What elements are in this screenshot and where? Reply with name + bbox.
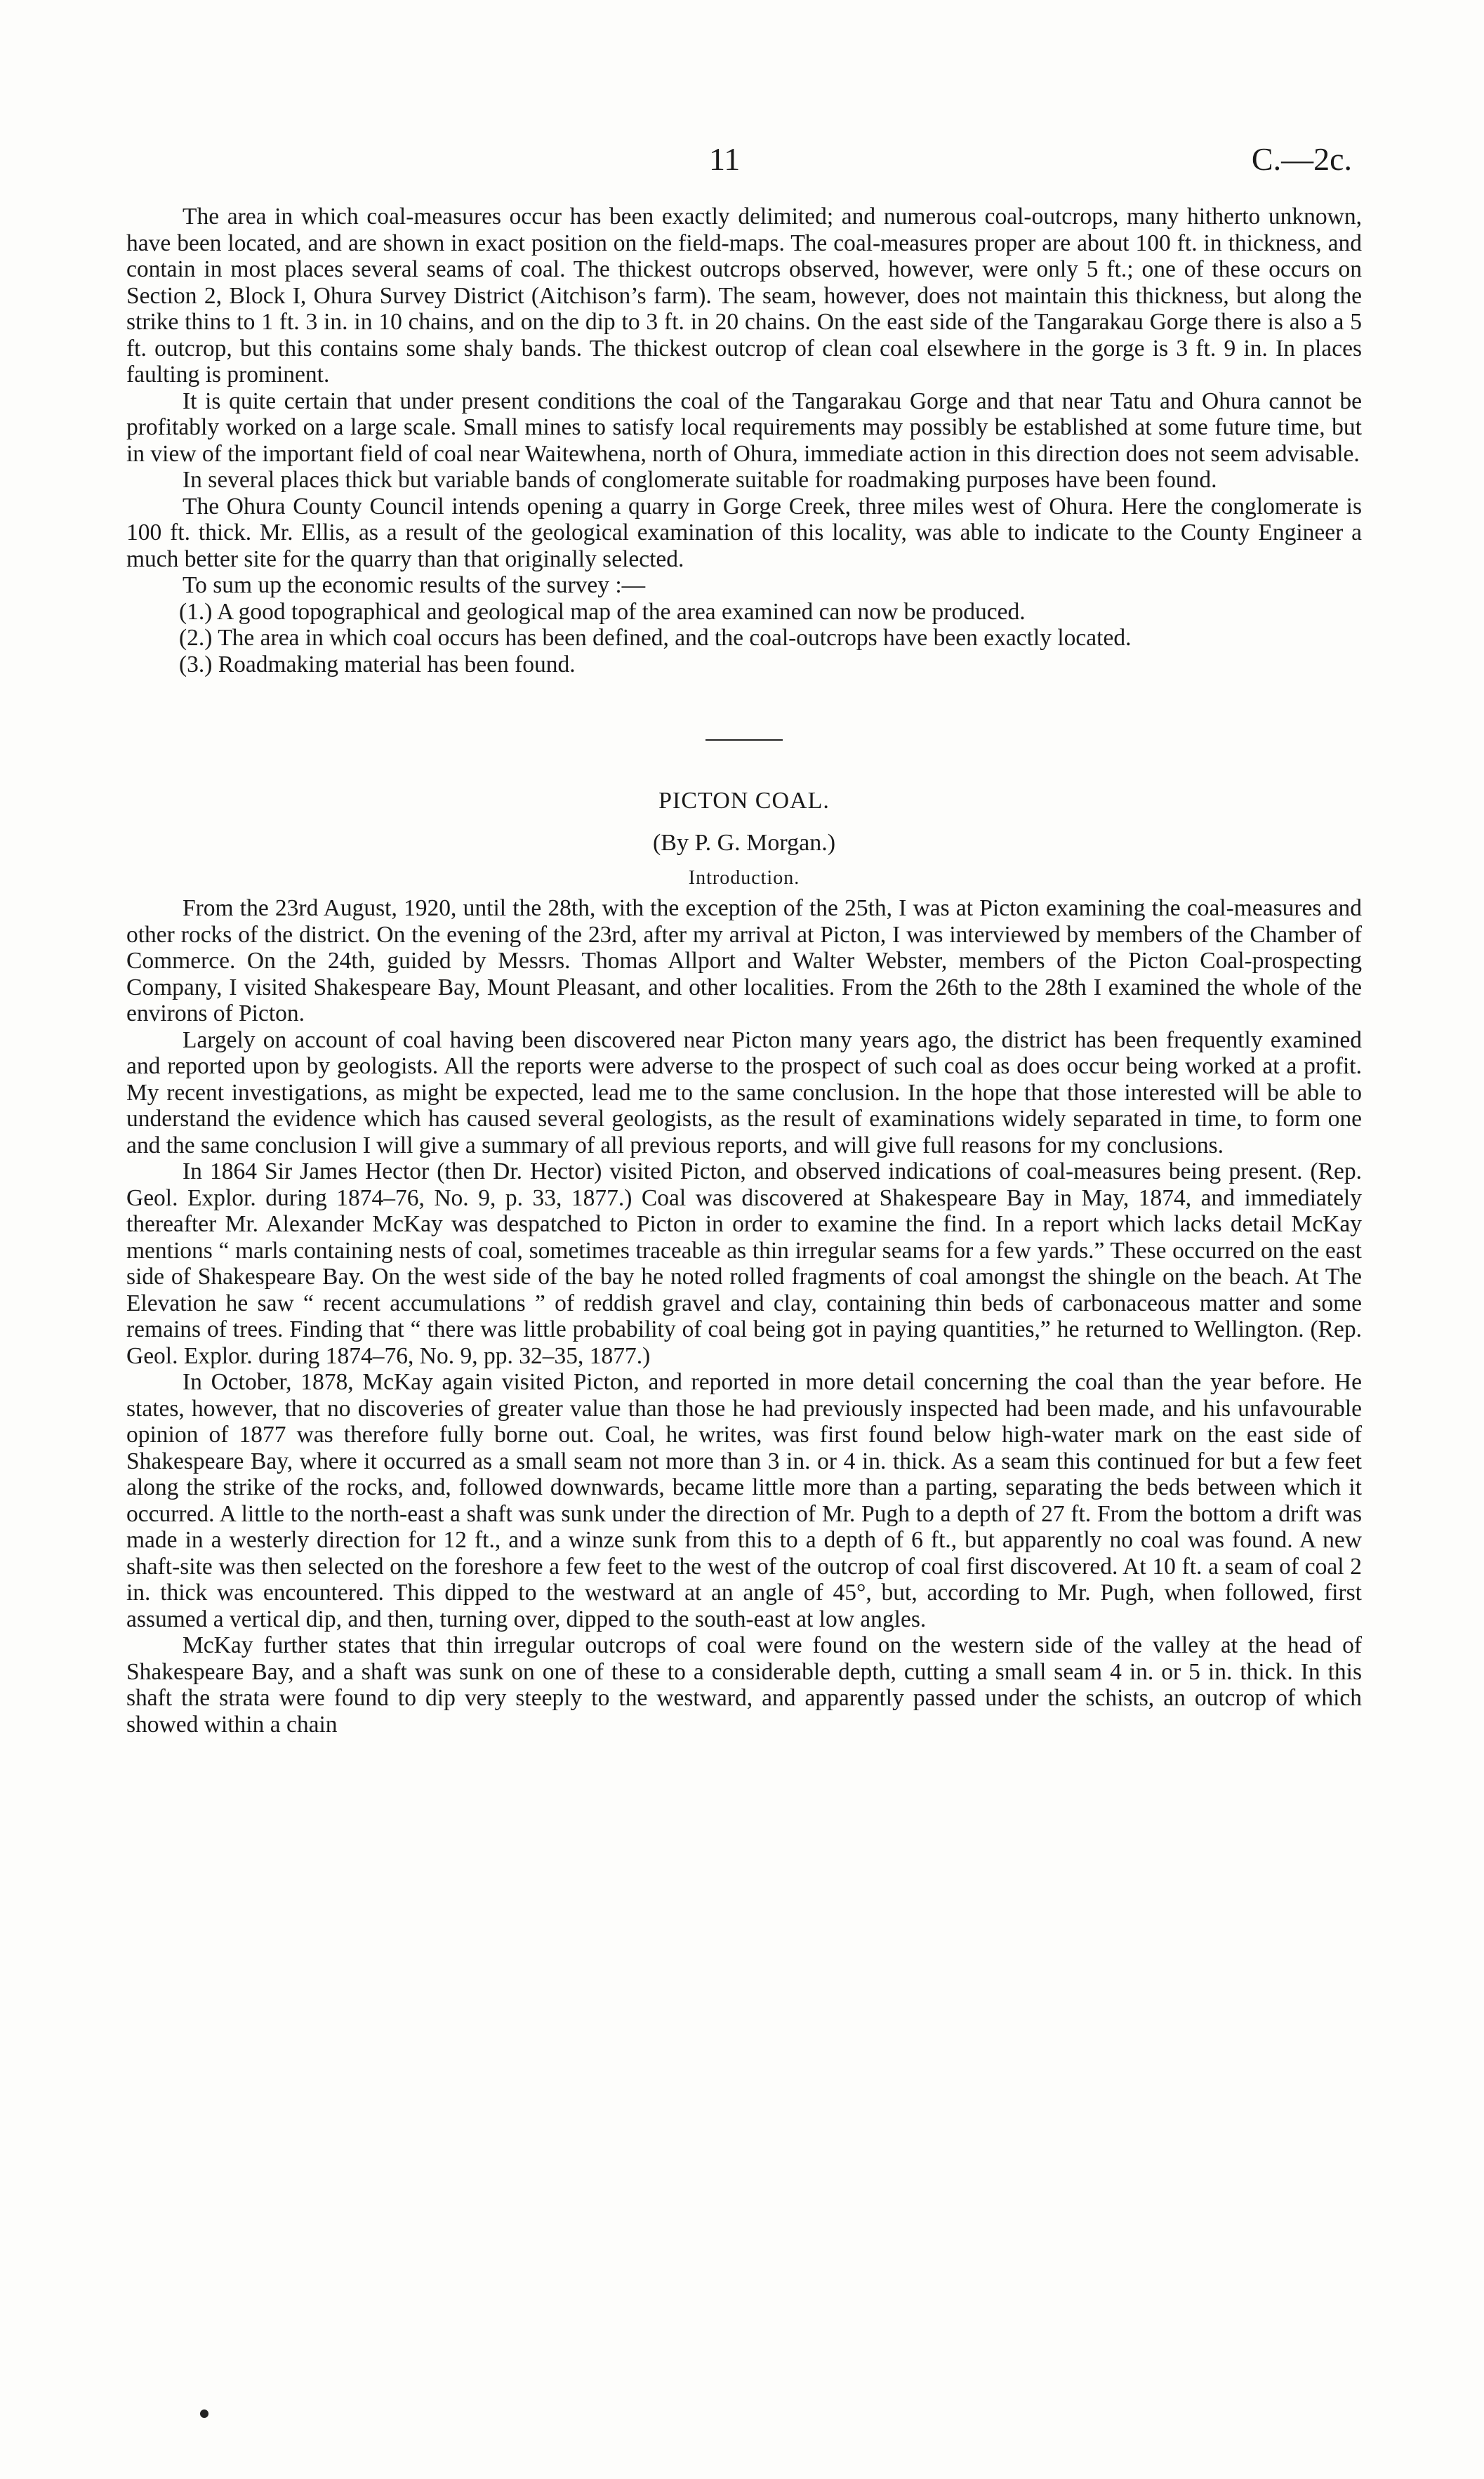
results-list xyxy=(126,599,1362,678)
document-reference: C.—2c. xyxy=(1251,141,1352,177)
paragraph: It is quite certain that under present conditions the coal of the Tangarakau Gorge and that near Tatu and Ohura cannot be profitably worked on a large scale. Small mines to satisfy local requirements may possibly be established at some future time, but in view of the important field of coal near Waitewhena, north of Ohura, immediate action in this direction does not seem advisable. xyxy=(126,388,1362,467)
paragraph: The area in which coal-measures occur has been exactly delimited; and numerous coal-outcrops, many hitherto unknown, have been located, and are shown in exact position on the field-maps. The coal-measures proper are about 100 ft. in thickness, and contain in most places several seams of coal. The thickest outcrops observed, however, were only 5 ft.; one of these occurs on Section 2, Block I, Ohura Survey District (Aitchison’s farm). The seam, however, does not maintain this thickness, but along the strike thins to 1 ft. 3 in. in 10 chains, and on the dip to 3 ft. in 20 chains. On the east side of the Tangarakau Gorge there is also a 5 ft. outcrop, but this contains some shaly bands. The thickest outcrop of clean coal elsewhere in the gorge is 3 ft. 9 in. In places faulting is prominent. xyxy=(126,204,1362,388)
paragraph: In October, 1878, McKay again visited Picton, and reported in more detail concerning the coal than the year before. He states, however, that no discoveries of greater value than those he had previously inspected had been made, and his unfavourable opinion of 1877 was therefore fully borne out. Coal, he writes, was first found below high-water mark on the east side of Shakespeare Bay, where it occurred as a small seam not more than 3 in. or 4 in. thick. As a seam this continued for but a few feet along the strike of the rocks, and, followed downwards, became little more than a parting, separating the beds between which it occurred. A little to the north-east a shaft was sunk under the direction of Mr. Pugh to a depth of 27 ft. From the bottom a drift was made in a westerly direction for 12 ft., and a winze sunk from this to a depth of 6 ft., but apparently no coal was found. A new shaft-site was then selected on the foreshore a few feet to the west of the outcrop of coal first discovered. At 10 ft. a seam of coal 2 in. thick was encountered. This dipped to the westward at an angle of 45°, but, according to Mr. Pugh, when followed, first assumed a vertical dip, and then, turning over, dipped to the south-east at low angles. xyxy=(126,1369,1362,1632)
paragraph: In 1864 Sir James Hector (then Dr. Hector) visited Picton, and observed indications of coal-measures being present. (Rep. Geol. Explor. during 1874–76, No. 9, p. 33, 1877.) Coal was discovered at Shakespeare Bay in May, 1874, and immediately thereafter Mr. Alexander McKay was despatched to Picton in order to examine the find. In a report which lacks detail McKay mentions “ marls containing nests of coal, sometimes traceable as thin irregular seams for a few yards.” These occurred on the east side of Shakespeare Bay. On the west side of the bay he noted rolled fragments of coal amongst the shingle on the beach. At The Elevation he saw “ recent accumulations ” of reddish gravel and clay, containing thin beds of carbonaceous matter and some remains of trees. Finding that “ there was little probability of coal being got in paying quantities,” he returned to Wellington. (Rep. Geol. Explor. during 1874–76, No. 9, pp. 32–35, 1877.) xyxy=(126,1158,1362,1369)
subheading: Introduction. xyxy=(688,867,800,889)
ink-mark xyxy=(200,2409,208,2418)
paragraph: From the 23rd August, 1920, until the 28th, with the exception of the 25th, I was at Picton examining the coal-measures and other rocks of the district. On the evening of the 23rd, after my arrival at Picton, I was interviewed by members of the Chamber of Commerce. On the 24th, guided by Messrs. Thomas Allport and Walter Webster, members of the Picton Coal-prospecting Company, I visited Shakespeare Bay, Mount Pleasant, and other localities. From the 26th to the 28th I examined the whole of the environs of Picton. xyxy=(126,895,1362,1026)
page-header xyxy=(0,140,1484,183)
list-item: (2.) The area in which coal occurs has been defined, and the coal-outcrops have been exactly located. xyxy=(179,625,1132,651)
list-item: (3.) Roadmaking material has been found. xyxy=(179,651,576,677)
section-divider xyxy=(705,739,783,741)
paragraph: Largely on account of coal having been discovered near Picton many years ago, the district has been frequently examined and reported upon by geologists. All the reports were adverse to the prospect of such coal as does occur being worked at a profit. My recent investigations, as might be expected, lead me to the same conclusion. In the hope that those interested will be able to understand the evidence which has caused several geologists, as the result of examinations widely separated in time, to form one and the same conclusion I will give a summary of all previous reports, and will give full reasons for my conclusions. xyxy=(126,1026,1362,1158)
author-byline: (By P. G. Morgan.) xyxy=(652,830,836,856)
page-body xyxy=(126,204,1362,1738)
paragraph: The Ohura County Council intends opening a quarry in Gorge Creek, three miles west of Ohura. Here the conglomerate is 100 ft. thick. Mr. Ellis, as a result of the geological examination of this locality, was able to indicate to the County Engineer a much better site for the quarry than that originally selected. xyxy=(126,493,1362,572)
page-number: 11 xyxy=(709,141,741,177)
paragraph: To sum up the economic results of the survey :— xyxy=(183,572,646,598)
paragraph: In several places thick but variable bands of conglomerate suitable for roadmaking purposes have been found. xyxy=(183,467,1217,493)
section-title: PICTON COAL. xyxy=(658,788,830,814)
list-item: (1.) A good topographical and geological map of the area examined can now be produced. xyxy=(179,598,1026,625)
paragraph: McKay further states that thin irregular outcrops of coal were found on the western side of the valley at the head of Shakespeare Bay, and a shaft was sunk on one of these to a considerable depth, cutting a small seam 4 in. or 5 in. thick. In this shaft the strata were found to dip very steeply to the westward, and apparently passed under the schists, an outcrop of which showed within a chain xyxy=(126,1632,1362,1738)
